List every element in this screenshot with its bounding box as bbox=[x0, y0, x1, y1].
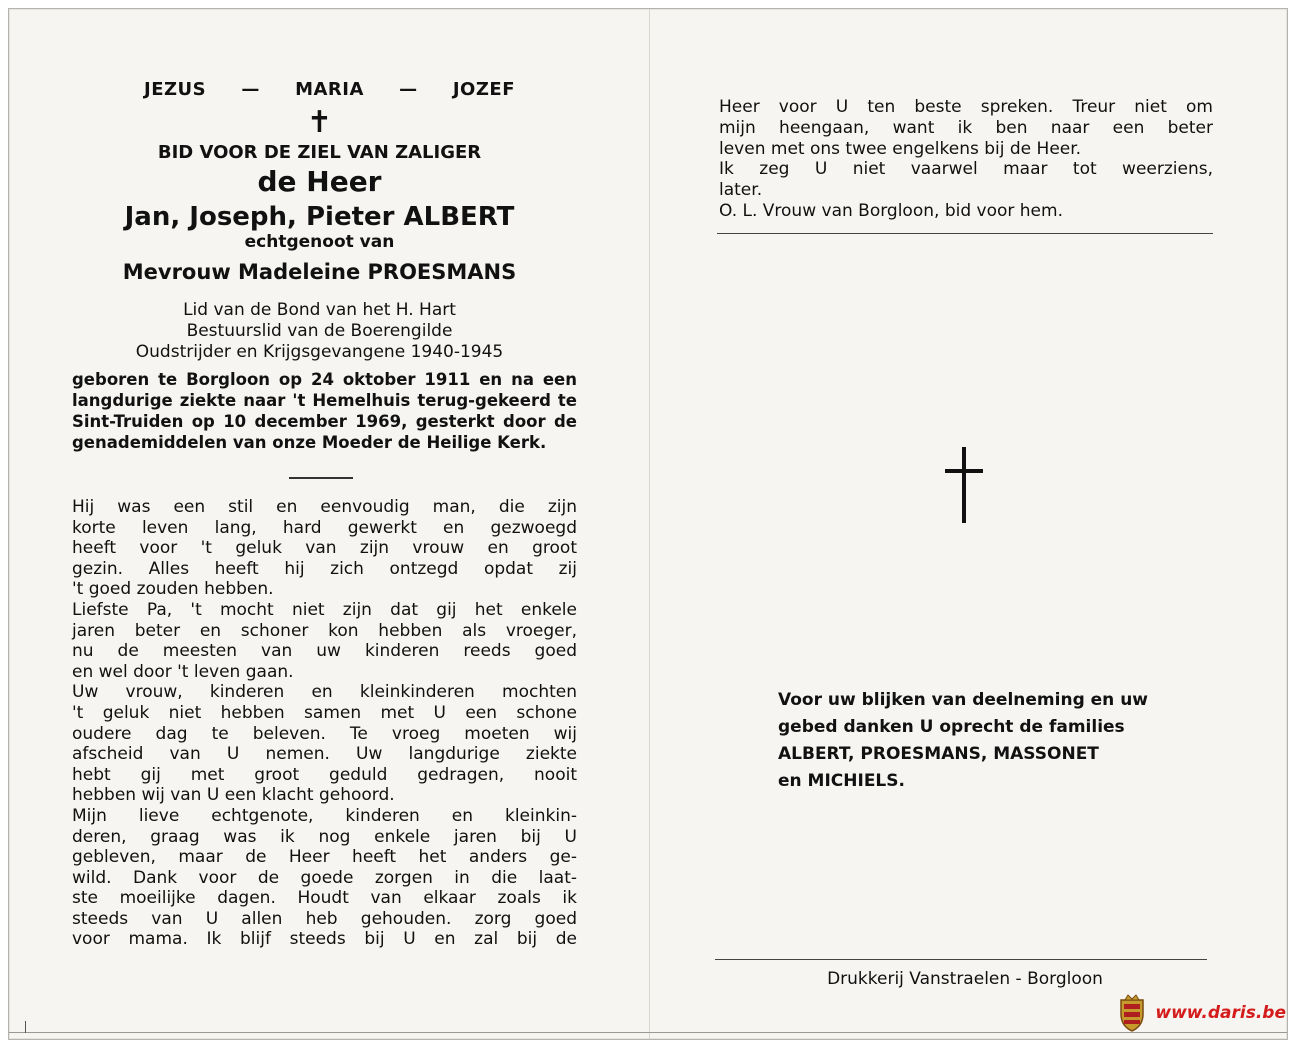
honorific: de Heer bbox=[257, 165, 382, 198]
continued-line: leven met ons twee engelkens bij de Heer. bbox=[719, 138, 1082, 159]
left-panel bbox=[72, 79, 577, 950]
eulogy-line: hebben wij van U een klacht gehoord. bbox=[72, 785, 395, 806]
eulogy-line: heeft voor 't geluk van zijn vrouw en groot bbox=[72, 538, 577, 559]
eulogy-line: Liefste Pa, 't mocht niet zijn dat gij het enkele bbox=[72, 599, 577, 620]
memorial-card bbox=[8, 8, 1288, 1040]
crest-icon bbox=[1117, 994, 1147, 1032]
continued-line: Ik zeg U niet vaarwel maar tot weerziens, bbox=[719, 159, 1213, 180]
title-line: Lid van de Bond van het H. Hart bbox=[183, 300, 456, 320]
title-line: Bestuurslid van de Boerengilde bbox=[186, 321, 453, 341]
thanks-text bbox=[778, 687, 1218, 795]
eulogy-line: 't goed zouden hebben. bbox=[72, 579, 274, 600]
thanks-line: gebed danken U oprecht de families bbox=[778, 717, 1125, 737]
jmj-dash-2: — bbox=[399, 79, 418, 100]
eulogy-line: Uw vrouw, kinderen en kleinkinderen mochten bbox=[72, 682, 577, 703]
jmj-maria: MARIA bbox=[295, 79, 364, 100]
eulogy-line: wild. Dank voor de goede zorgen in die laat- bbox=[72, 867, 577, 888]
thanks-line: Voor uw blijken van deelneming en uw bbox=[778, 690, 1149, 710]
eulogy-line: gezin. Alles heeft hij zich ontzegd opdat zij bbox=[72, 558, 577, 579]
spouse-name: Mevrouw Madeleine PROESMANS bbox=[122, 260, 517, 284]
continued-line: Heer voor U ten beste spreken. Treur niet om bbox=[719, 97, 1213, 117]
birth-death-text: geboren te Borgloon op 24 oktober 1911 en na een langdurige ziekte naar 't Hemelhuis terug-gekeerd te Sint-Truiden op 10 december 1969, gesterkt door de genademiddelen van onze Moeder de Heilige Kerk. bbox=[72, 370, 577, 452]
divider bbox=[289, 477, 353, 479]
thanks-line: en MICHIELS. bbox=[778, 771, 905, 791]
eulogy-line: deren, graag was ik nog enkele jaren bij U bbox=[72, 826, 577, 847]
eulogy-line: oudere dag te beleven. Te vroeg moeten wij bbox=[72, 723, 577, 744]
eulogy-line: afscheid van U nemen. Uw langdurige ziekte bbox=[72, 744, 577, 765]
divider-bottom bbox=[715, 959, 1207, 960]
title-line: Oudstrijder en Krijgsgevangene 1940-1945 bbox=[135, 342, 504, 362]
right-top-text bbox=[719, 97, 1213, 222]
continued-line: later. bbox=[719, 180, 763, 201]
eulogy-text bbox=[72, 497, 577, 950]
eulogy-line: hebt gij met groot geduld gedragen, nooit bbox=[72, 764, 577, 785]
eulogy-line: nu de meesten van uw kinderen reeds goed bbox=[72, 641, 577, 662]
eulogy-line: steeds van U allen heb gehouden. zorg goed bbox=[72, 908, 577, 929]
watermark[interactable] bbox=[1117, 994, 1286, 1032]
prayer-heading: BID VOOR DE ZIEL VAN ZALIGER bbox=[157, 142, 482, 163]
eulogy-line: voor mama. Ik blijf steeds bij U en zal bij de bbox=[72, 929, 577, 950]
eulogy-line: en wel door 't leven gaan. bbox=[72, 661, 294, 682]
jmj-dash-1: — bbox=[241, 79, 260, 100]
eulogy-line: jaren beter en schoner kon hebben als vroeger, bbox=[72, 620, 577, 641]
fold-line bbox=[649, 9, 650, 1039]
eulogy-line: Hij was een stil en eenvoudig man, die zijn bbox=[72, 497, 577, 517]
continued-line: mijn heengaan, want ik ben naar een beter bbox=[719, 117, 1213, 138]
titles-list bbox=[72, 300, 577, 363]
jmj-jozef: JOZEF bbox=[452, 79, 515, 100]
watermark-link[interactable]: www.daris.be bbox=[1155, 1003, 1286, 1023]
edge-tick bbox=[25, 1021, 26, 1033]
jmj-jezus: JEZUS bbox=[144, 79, 207, 100]
eulogy-line: 't geluk niet hebben samen met U een schone bbox=[72, 702, 577, 723]
eulogy-line: Mijn lieve echtgenote, kinderen en kleinkin- bbox=[72, 805, 577, 826]
card-edge bbox=[9, 1032, 1287, 1033]
printer-credit: Drukkerij Vanstraelen - Borgloon bbox=[827, 969, 1103, 989]
deceased-name: Jan, Joseph, Pieter ALBERT bbox=[124, 202, 515, 232]
eulogy-line: korte leven lang, hard gewerkt en gezwoegd bbox=[72, 517, 577, 538]
continued-line: O. L. Vrouw van Borgloon, bid voor hem. bbox=[719, 200, 1063, 221]
eulogy-line: ste moeilijke dagen. Houdt van elkaar zoals ik bbox=[72, 888, 577, 909]
eulogy-line: gebleven, maar de Heer heeft het anders ge- bbox=[72, 847, 577, 868]
jezus-maria-jozef-heading bbox=[72, 79, 577, 100]
thanks-line: ALBERT, PROESMANS, MASSONET bbox=[778, 744, 1099, 764]
divider-top bbox=[717, 233, 1213, 234]
cross-icon: ✝ bbox=[306, 105, 333, 140]
spouse-relation: echtgenoot van bbox=[244, 232, 395, 252]
large-cross-icon bbox=[945, 447, 983, 523]
